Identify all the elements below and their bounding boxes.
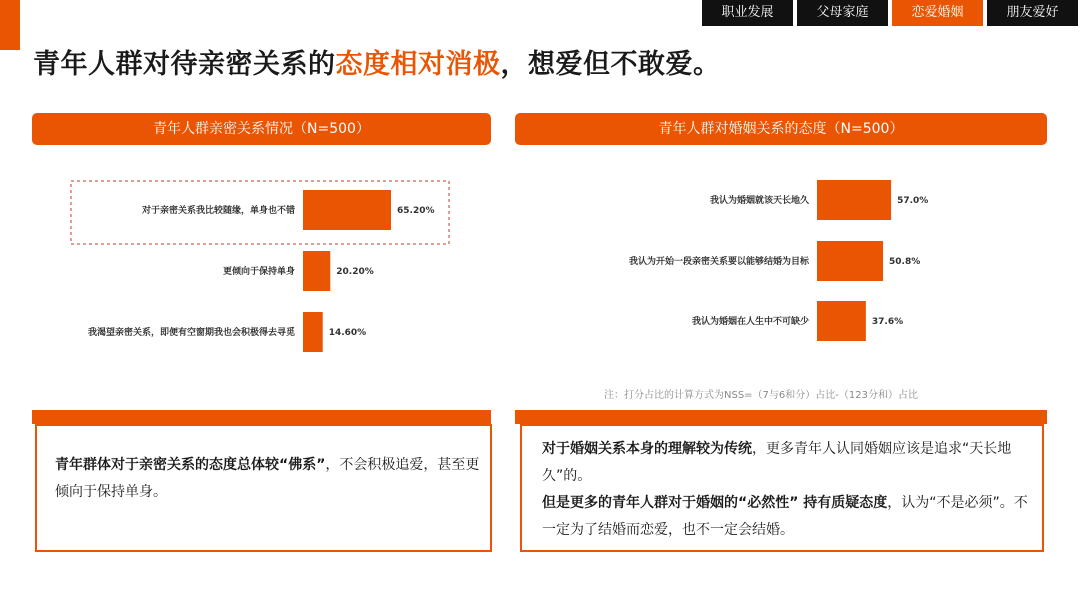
data-label-right-1: 57.0% [897,196,929,206]
bar-label-left-1: 对于亲密关系我比较随缘，单身也不错 [141,206,295,216]
left-summary-box [35,424,492,552]
tab-family[interactable]: 父母家庭 [797,0,888,26]
bar-left-3 [303,312,323,352]
data-label-left-2: 20.20% [336,267,374,277]
chart-note: 注：打分占比的计算方式为NSS=（7与6和分）占比-（123分和）占比 [604,390,918,401]
bar-label-right-2: 我认为开始一段亲密关系要以能够结婚为目标 [628,257,809,267]
left-chart-title: 青年人群亲密关系情况（N=500） [32,113,491,145]
right-summary-box [520,424,1044,552]
left-summary-text [55,452,480,506]
bar-label-right-3: 我认为婚姻在人生中不可缺少 [691,317,809,327]
data-label-right-2: 50.8% [889,257,921,267]
data-label-left-1: 65.20% [397,206,435,216]
bar-label-left-2: 更倾向于保持单身 [222,267,295,277]
tab-love-marriage[interactable]: 恋爱婚姻 [892,0,983,26]
data-label-left-3: 14.60% [328,328,367,338]
tab-career[interactable]: 职业发展 [702,0,793,26]
bar-left-2 [303,251,330,291]
right-summary-p1-bold: 对于婚姻关系本身的理解较为传统 [542,441,752,457]
bar-right-1 [817,180,891,220]
title-part2: ，想爱但不敢爱。 [500,49,721,80]
left-summary-bold: 青年群体对于亲密关系的态度总体较“佛系” [55,457,326,473]
bar-label-right-1: 我认为婚姻就该天长地久 [709,196,809,206]
right-chart-title: 青年人群对婚姻关系的态度（N=500） [515,113,1047,145]
tab-friends-hobbies[interactable]: 朋友爱好 [987,0,1078,26]
bar-label-left-3: 我渴望亲密关系，即便有空窗期我也会积极得去寻觅 [87,328,295,338]
right-summary-text [542,436,1034,544]
title-part1: 青年人群对待亲密关系的 [33,49,336,80]
bar-left-1 [303,190,391,230]
right-summary-p1 [542,436,1034,490]
left-box-top-band [32,410,491,424]
right-summary-p1-rest: ，更多青年人认同婚姻应该是追求“天长地久”的。 [542,441,1012,484]
right-summary-p2 [542,490,1034,544]
data-label-right-3: 37.6% [871,317,904,327]
right-summary-p2-rest: ，认为“不是必须”。不一定为了结婚而恋爱，也不一定会结婚。 [542,495,1028,538]
right-box-top-band [515,410,1047,424]
right-summary-p2-bold: 但是更多的青年人群对于婚姻的“必然性” 持有质疑态度 [542,495,888,511]
bar-right-3 [817,301,866,341]
title-highlight: 态度相对消极 [335,49,501,80]
bar-right-2 [817,241,883,281]
left-summary-rest: ，不会积极追爱，甚至更倾向于保持单身。 [55,457,480,500]
